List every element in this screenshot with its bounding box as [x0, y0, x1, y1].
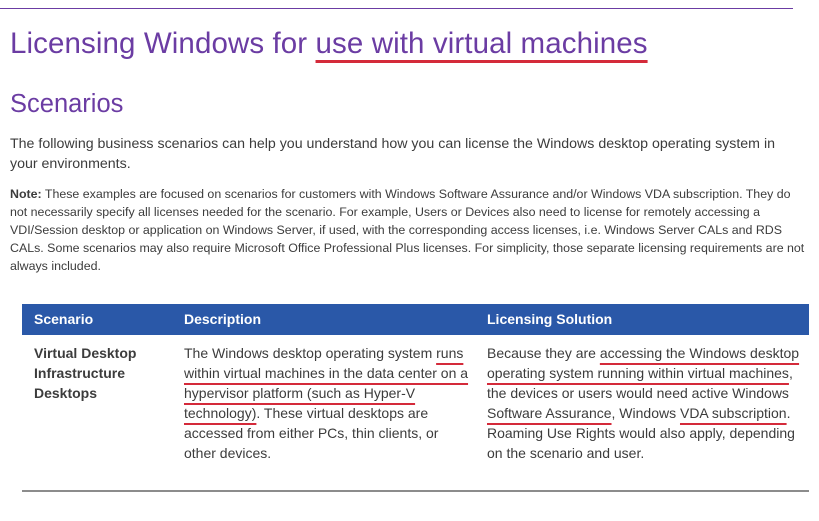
desc-text-1: The Windows desktop operating system	[184, 345, 437, 361]
page-title-prefix: Licensing Windows for	[10, 27, 316, 60]
sol-text-3: , Windows	[611, 405, 680, 421]
desc-text-2: . These virtual desktops are accessed from either PCs, thin clients, or other devices.	[184, 405, 439, 461]
sol-text-2: , the devices or users would need active Windows	[487, 365, 793, 401]
sol-text-4: . Roaming Use Rights would also apply, depending on the scenario and user.	[487, 405, 795, 461]
header-scenario: Scenario	[34, 311, 94, 327]
scenarios-table	[22, 304, 809, 521]
note-text: These examples are focused on scenarios for customers with Windows Software Assurance and/or Windows VDA subscription. They do not necessarily specify all licenses needed for the scenario. For example, Users or Devices also need to license for remotely accessing a VDI/Session desktop or application on Windows Server, if used, with the corresponding access licenses, i.e. Windows Server CALs and RDS CALs. Some scenarios may also require Microsoft Office Professional Plus licenses. For simplicity, those separate licensing requirements are not always included.	[10, 187, 805, 273]
section-heading: Scenarios	[10, 90, 124, 118]
sol-text-1: Because they are	[487, 345, 600, 361]
sol-highlight-access: accessing the Windows desktop operating system running within virtual machines	[487, 345, 800, 381]
desc-highlight: runs within virtual machines in the data center on a hypervisor platform (such as Hyper-V technology)	[184, 345, 469, 421]
sol-highlight-sa: Software Assurance	[487, 405, 612, 421]
top-divider	[0, 8, 793, 9]
table-bottom-border	[22, 490, 809, 492]
cell-description	[184, 343, 474, 463]
intro-paragraph: The following business scenarios can help you understand how you can license the Windows desktop operating system in your environments.	[10, 136, 775, 172]
table-header	[22, 304, 809, 335]
cell-licensing-solution	[487, 343, 802, 463]
sol-highlight-vda: VDA subscription	[679, 405, 787, 421]
note-label: Note:	[10, 187, 42, 201]
page-title	[10, 22, 648, 66]
cell-scenario: Virtual Desktop Infrastructure Desktops	[34, 345, 137, 401]
header-description: Description	[184, 311, 262, 327]
table-row	[22, 335, 809, 521]
header-licensing-solution: Licensing Solution	[487, 311, 613, 327]
note-paragraph	[10, 185, 810, 275]
page-title-highlight: use with virtual machines	[315, 27, 648, 60]
